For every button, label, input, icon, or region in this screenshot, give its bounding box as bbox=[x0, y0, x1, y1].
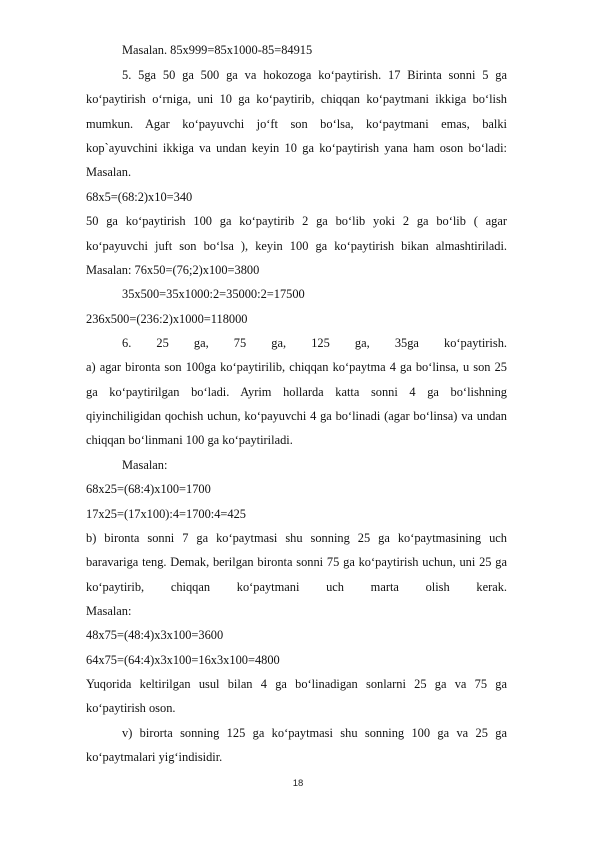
page-number: 18 bbox=[292, 778, 304, 789]
example-line: 48x75=(48:4)x3x100=3600 bbox=[86, 628, 224, 642]
paragraph-line: ko‘payuvchi juft son bo‘lsa ), keyin 100 ga ko‘paytirish bikan almashtiriladi. bbox=[86, 239, 507, 253]
paragraph-line: b) bironta sonni 7 ga ko‘paytmasi shu sonning 25 ga ko‘paytmasining uch bbox=[86, 531, 507, 545]
paragraph-line: Masalan: bbox=[122, 458, 168, 472]
paragraph-line: baravariga teng. Demak, berilgan bironta sonni 75 ga ko‘paytirish uchun, uni 25 ga bbox=[86, 555, 507, 569]
paragraph-line: a) agar bironta son 100ga ko‘paytirilib, chiqqan ko‘paytma 4 ga bo‘linsa, u son 25 bbox=[86, 360, 507, 374]
section-heading-line: 5. 5ga 50 ga 500 ga va hokozoga ko‘paytirish. 17 Birinta sonni 5 ga bbox=[122, 68, 507, 82]
paragraph-line: ga ko‘paytirilgan bo‘ladi. Ayrim hollarda katta sonni 4 ga bo‘lishning bbox=[86, 385, 507, 399]
paragraph-line: ko‘paytmalari yig‘indisidir. bbox=[86, 750, 223, 764]
paragraph-line: Masalan. bbox=[86, 165, 132, 179]
example-line: 64x75=(64:4)x3x100=16x3x100=4800 bbox=[86, 653, 280, 667]
paragraph-line: ko‘paytirish o‘rniga, uni 10 ga ko‘paytirib, chiqqan ko‘paytmani ikkiga bo‘lish bbox=[86, 92, 507, 106]
example-line: 236x500=(236:2)x1000=118000 bbox=[86, 312, 248, 326]
paragraph-line: chiqqan bo‘linmani 100 ga ko‘paytiriladi. bbox=[86, 433, 293, 447]
paragraph-line: mumkun. Agar ko‘payuvchi jo‘ft son bo‘lsa, ko‘paytmani emas, balki bbox=[86, 117, 507, 131]
section-heading-line: 6. 25 ga, 75 ga, 125 ga, 35ga ko‘paytirish. bbox=[122, 336, 507, 350]
paragraph-line: qiyinchiligidan qochish uchun, ko‘payuvchi 4 ga bo‘linadi (agar bo‘linsa) va undan bbox=[86, 409, 507, 423]
example-line: Masalan: 76x50=(76;2)x100=3800 bbox=[86, 263, 260, 277]
example-line: 35x500=35x1000:2=35000:2=17500 bbox=[122, 287, 305, 301]
paragraph-line: v) birorta sonning 125 ga ko‘paytmasi shu sonning 100 ga va 25 ga bbox=[122, 726, 507, 740]
paragraph-line: Yuqorida keltirilgan usul bilan 4 ga bo‘linadigan sonlarni 25 ga va 75 ga bbox=[86, 677, 507, 691]
example-line: Masalan. 85x999=85x1000-85=84915 bbox=[122, 43, 313, 57]
paragraph-line: kop`ayuvchini ikkiga va undan keyin 10 ga ko‘paytirish yana ham oson bo‘ladi: bbox=[86, 141, 507, 155]
paragraph-line: 50 ga ko‘paytirish 100 ga ko‘paytirib 2 ga bo‘lib yoki 2 ga bo‘lib ( agar bbox=[86, 214, 507, 228]
paragraph-line: ko‘paytirish oson. bbox=[86, 701, 176, 715]
example-line: 68x25=(68:4)x100=1700 bbox=[86, 482, 211, 496]
example-line: 17x25=(17x100):4=1700:4=425 bbox=[86, 507, 247, 521]
paragraph-line: ko‘paytirib, chiqqan ko‘paytmani uch marta olish kerak. bbox=[86, 580, 507, 594]
paragraph-line: Masalan: bbox=[86, 604, 132, 618]
example-line: 68x5=(68:2)x10=340 bbox=[86, 190, 193, 204]
